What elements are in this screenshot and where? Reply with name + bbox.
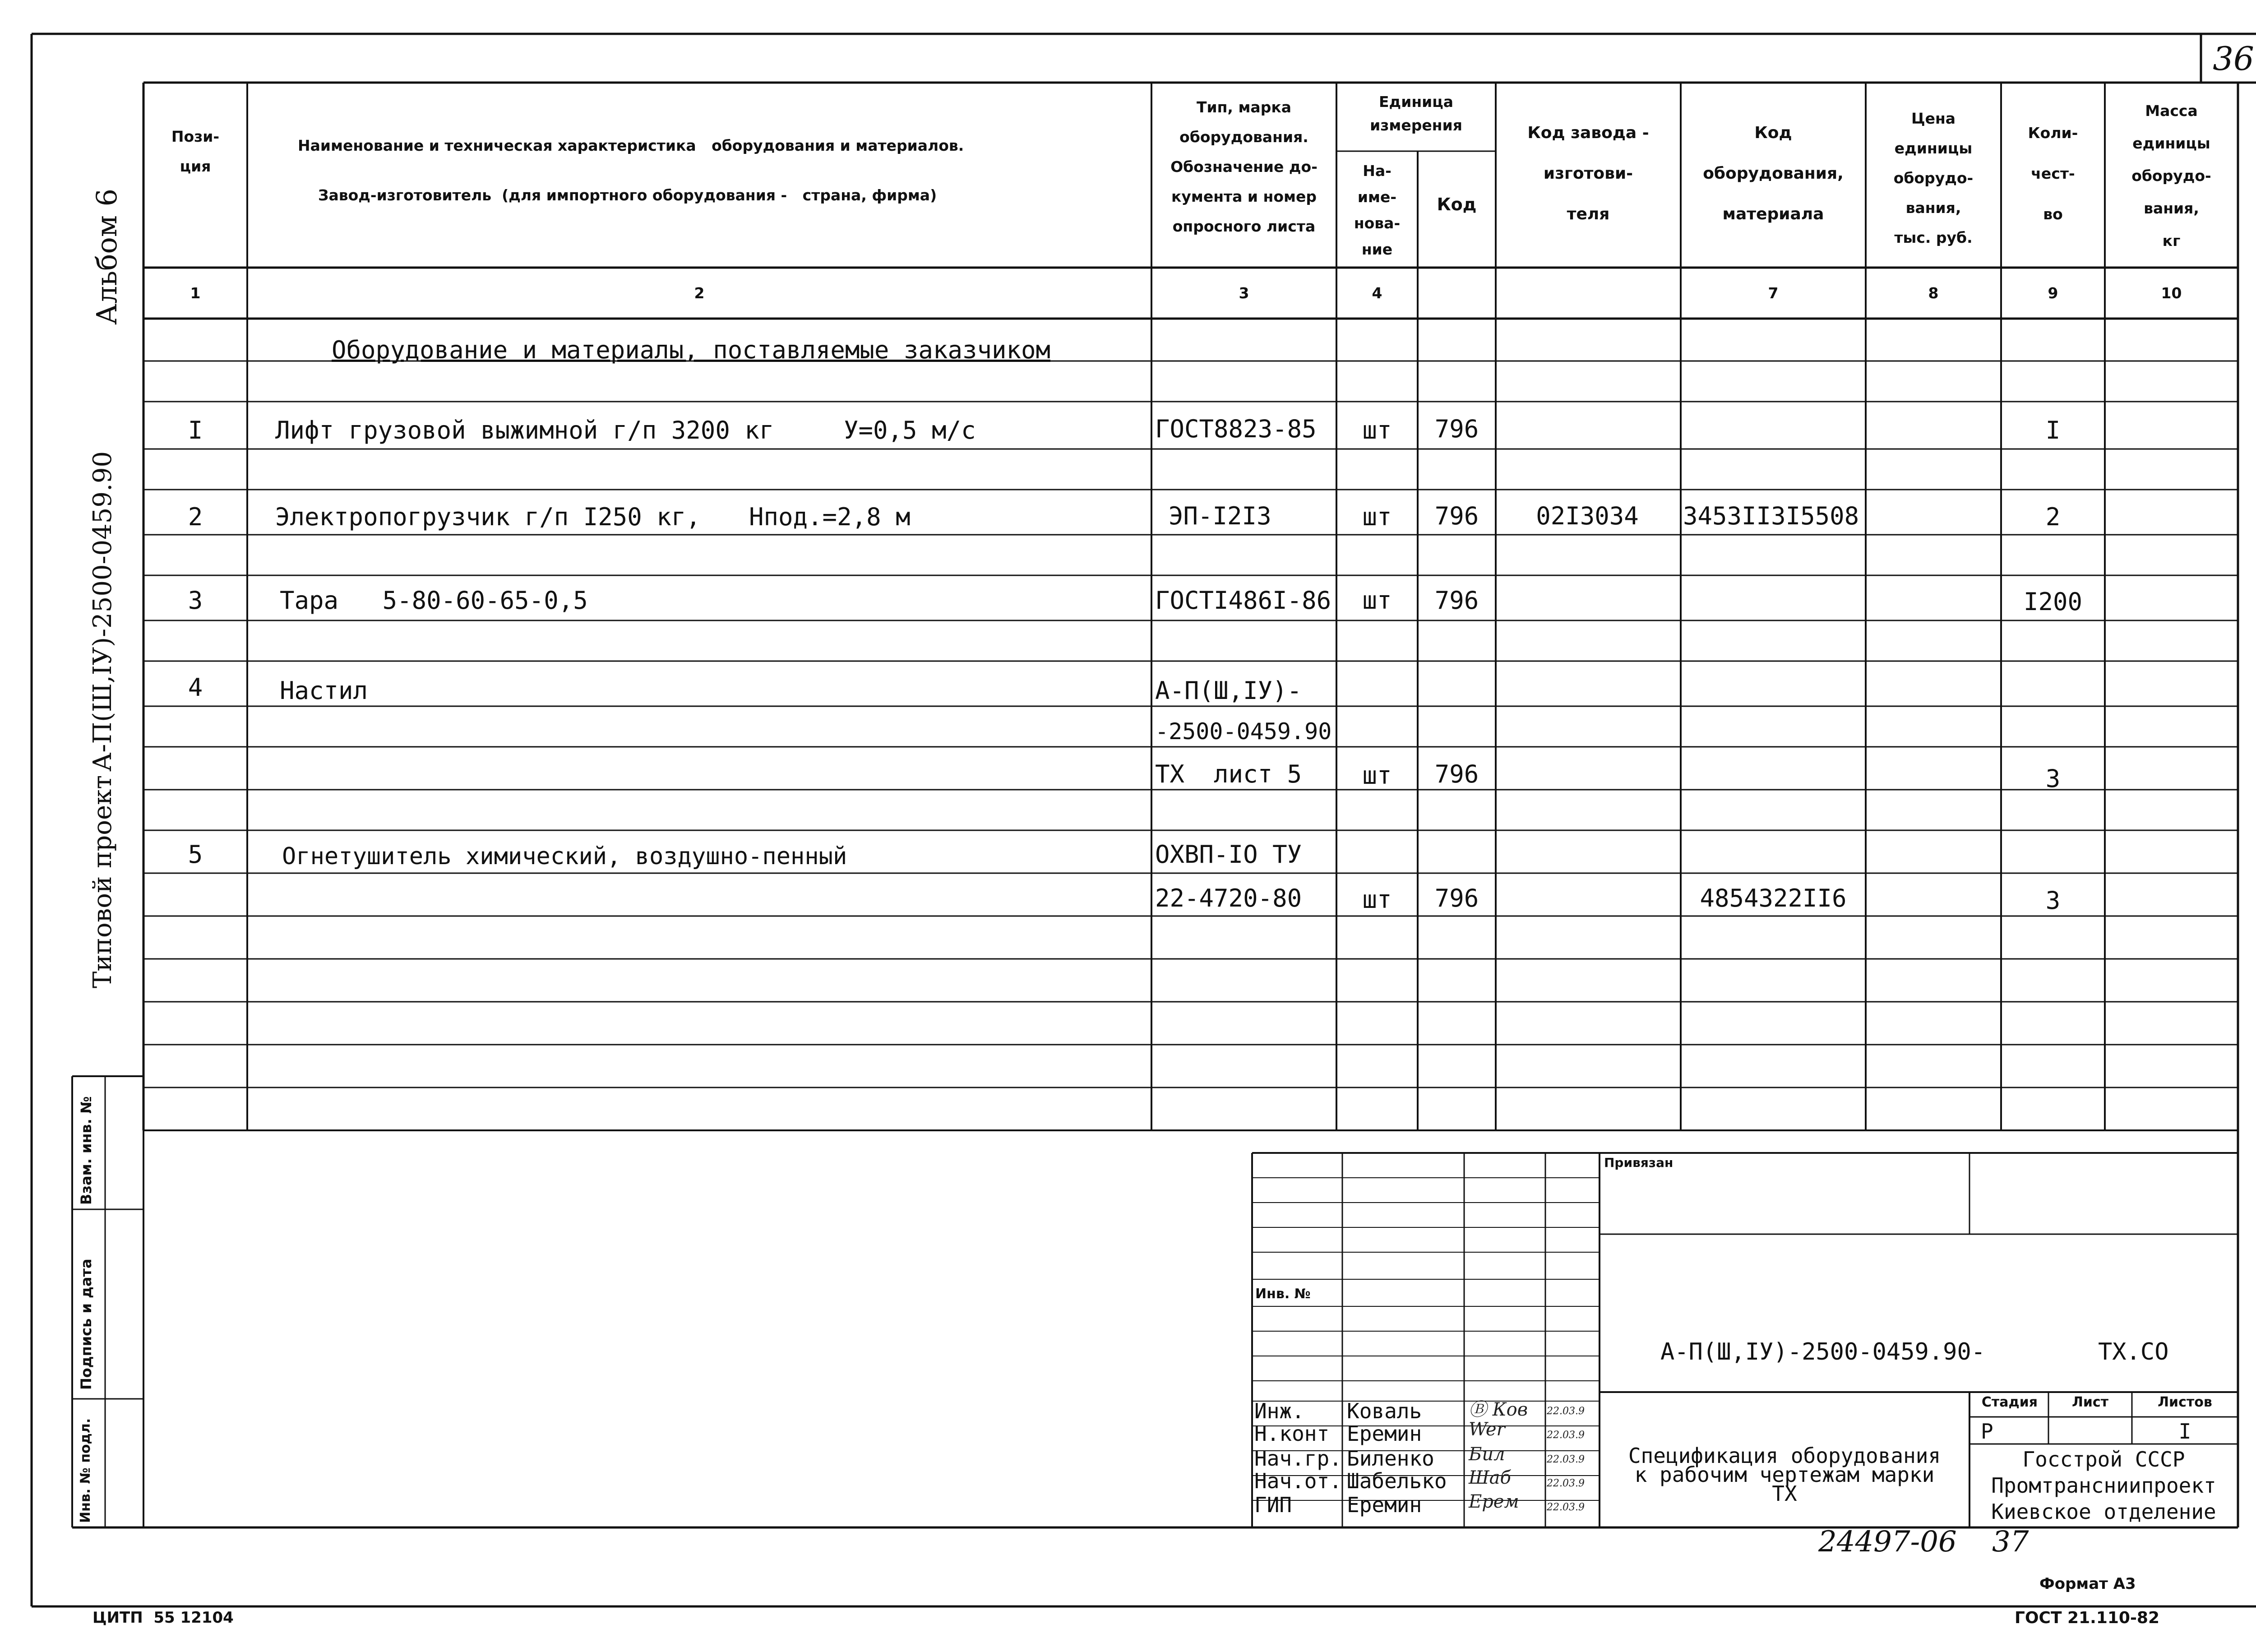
row3-qty: I200: [2023, 588, 2083, 616]
row1-qty: I: [2045, 416, 2061, 444]
col-num-7: 7: [1768, 284, 1779, 302]
row5-type-line2: 22-4720-80: [1155, 884, 1302, 912]
stamp-label-vzam: Взам. инв. №: [78, 1096, 95, 1205]
stage-value: Р: [1981, 1419, 1993, 1444]
signer5-name: Еремин: [1347, 1493, 1422, 1517]
row2-plant: 02I3034: [1536, 502, 1639, 530]
row1-name: Лифт грузовой выжимной г/п 3200 кг: [275, 416, 774, 444]
signer2-date: 22.03.9: [1547, 1430, 1585, 1441]
col-num-10: 10: [2161, 284, 2182, 302]
sheets-label: Листов: [2158, 1394, 2212, 1410]
sheet-label: Лист: [2071, 1394, 2109, 1410]
header-mass: Масса единицы оборудо- вания, кг: [2131, 102, 2211, 250]
signer5-role: ГИП: [1254, 1493, 1292, 1517]
row4-position: 4: [188, 673, 203, 702]
row4-type-line3: ТХ лист 5: [1155, 760, 1302, 788]
row3-type: ГОСТI486I-86: [1155, 586, 1331, 615]
row5-type-line1: ОХВП-IО ТУ: [1155, 840, 1302, 869]
left-code: ЦИТП 55 12104: [92, 1609, 234, 1627]
signer3-role: Нач.гр.: [1254, 1446, 1342, 1471]
row2-name-extra: Нпод.=2,8 м: [749, 503, 911, 531]
row5-position: 5: [188, 840, 203, 869]
row5-qty: 3: [2045, 886, 2061, 915]
row4-name: Настил: [280, 676, 368, 705]
document-mark: ТХ.СО: [2098, 1338, 2169, 1365]
row4-type-line2: -2500-0459.90: [1155, 718, 1332, 745]
row2-equip: 3453II3I5508: [1683, 502, 1859, 530]
header-unit: Единица измерения: [1370, 93, 1462, 134]
signer3-date: 22.03.9: [1547, 1454, 1585, 1465]
document-code: А-П(Ш,IУ)-2500-0459.90-: [1660, 1338, 1986, 1365]
format-label: Формат А3: [2039, 1575, 2136, 1593]
row3-position: 3: [188, 586, 203, 615]
row3-name: Тара 5-80-60-65-0,5: [280, 586, 588, 615]
row2-unit: шт: [1362, 503, 1392, 531]
row2-position: 2: [188, 503, 203, 531]
row2-name: Электропогрузчик г/п I250 кг,: [275, 503, 701, 531]
project-code: А-П(Ш,IУ)-2500-0459.90: [88, 451, 117, 772]
signer1-name: Коваль: [1347, 1399, 1422, 1423]
col-num-9: 9: [2048, 284, 2058, 302]
row2-code: 796: [1434, 502, 1479, 530]
right-code: ГОСТ 21.110-82: [2015, 1609, 2160, 1627]
signer1-role: Инж.: [1254, 1399, 1304, 1423]
header-equip-code: Код оборудования, материала: [1703, 124, 1844, 223]
col-num-2: 2: [694, 284, 705, 302]
sheets-value: I: [2178, 1419, 2191, 1444]
stamp-label-inv: Инв. № подл.: [78, 1418, 93, 1523]
row2-qty: 2: [2045, 503, 2061, 531]
signer1-signature: Ⓑ Ков: [1469, 1399, 1528, 1420]
signer4-role: Нач.от.: [1254, 1469, 1342, 1493]
header-type: Тип, марка оборудования. Обозначение до- кумента и номер опросного листа: [1170, 98, 1318, 235]
album-label: Альбом 6: [90, 188, 123, 325]
row1-unit: шт: [1362, 416, 1392, 444]
header-position: Пози- ция: [171, 128, 220, 175]
signer1-date: 22.03.9: [1547, 1406, 1585, 1417]
col-num-3: 3: [1239, 284, 1249, 302]
row1-type: ГОСТ8823-85: [1155, 415, 1317, 443]
row3-code: 796: [1434, 586, 1479, 615]
privyazan-label: Привязан: [1604, 1155, 1674, 1170]
signer3-name: Биленко: [1347, 1446, 1434, 1471]
signer2-role: Н.конт: [1254, 1421, 1330, 1446]
signer4-date: 22.03.9: [1547, 1478, 1585, 1489]
signer4-name: Шабелько: [1347, 1469, 1447, 1493]
row2-type: ЭП-I2I3: [1169, 502, 1271, 530]
row4-unit: шт: [1362, 761, 1392, 790]
signer5-date: 22.03.9: [1547, 1502, 1585, 1513]
row5-unit: шт: [1362, 885, 1392, 914]
organization: Госстрой СССР Промтрансниипроект Киевское отделение: [1991, 1447, 2216, 1524]
sheet-number: 36: [2213, 40, 2254, 78]
row3-unit: шт: [1362, 586, 1392, 615]
row1-name-extra: У=0,5 м/с: [844, 416, 976, 444]
row1-position: I: [188, 416, 203, 444]
page-number: 37: [1992, 1525, 2029, 1559]
signer2-signature: Wer: [1469, 1419, 1505, 1440]
signer2-name: Еремин: [1347, 1421, 1422, 1446]
inv-no-label: Инв. №: [1255, 1286, 1311, 1302]
header-name-line2: Завод-изготовитель (для импортного оборудования - страна, фирма): [318, 186, 937, 204]
col-num-4: 4: [1372, 284, 1382, 302]
header-price: Цена единицы оборудо- вания, тыс. руб.: [1893, 110, 1974, 246]
section-title: Оборудование и материалы, поставляемые заказчиком: [332, 336, 1051, 364]
archive-number: 24497-06: [1818, 1525, 1957, 1559]
header-plant-code: Код завода - изготови- теля: [1527, 124, 1649, 223]
signer3-signature: Бил: [1469, 1444, 1505, 1465]
signer4-signature: Шаб: [1469, 1467, 1511, 1488]
header-qty: Коли- чест- во: [2028, 124, 2078, 223]
col-num-1: 1: [190, 284, 201, 302]
stamp-label-podpis: Подпись и дата: [78, 1259, 95, 1390]
row4-type-line1: А-П(Ш,IУ)-: [1155, 676, 1302, 705]
row5-name: Огнетушитель химический, воздушно-пенный: [282, 843, 847, 870]
project-label: Типовой проект: [88, 775, 117, 988]
signer5-signature: Ерем: [1469, 1491, 1519, 1512]
document-title: Спецификация оборудования к рабочим чертежам марки ТХ: [1628, 1444, 1941, 1506]
row1-code: 796: [1434, 415, 1479, 443]
row4-code: 796: [1434, 760, 1479, 788]
stage-label: Стадия: [1981, 1394, 2038, 1410]
col-num-8: 8: [1928, 284, 1939, 302]
row5-code: 796: [1434, 884, 1479, 912]
header-unit-code: Код: [1437, 194, 1477, 214]
header-unit-name: На- име- нова- ние: [1354, 162, 1401, 258]
row4-qty: 3: [2045, 764, 2061, 793]
row5-equip: 4854322II6: [1700, 884, 1847, 912]
header-name-line1: Наименование и техническая характеристика оборудования и материалов.: [298, 137, 964, 154]
